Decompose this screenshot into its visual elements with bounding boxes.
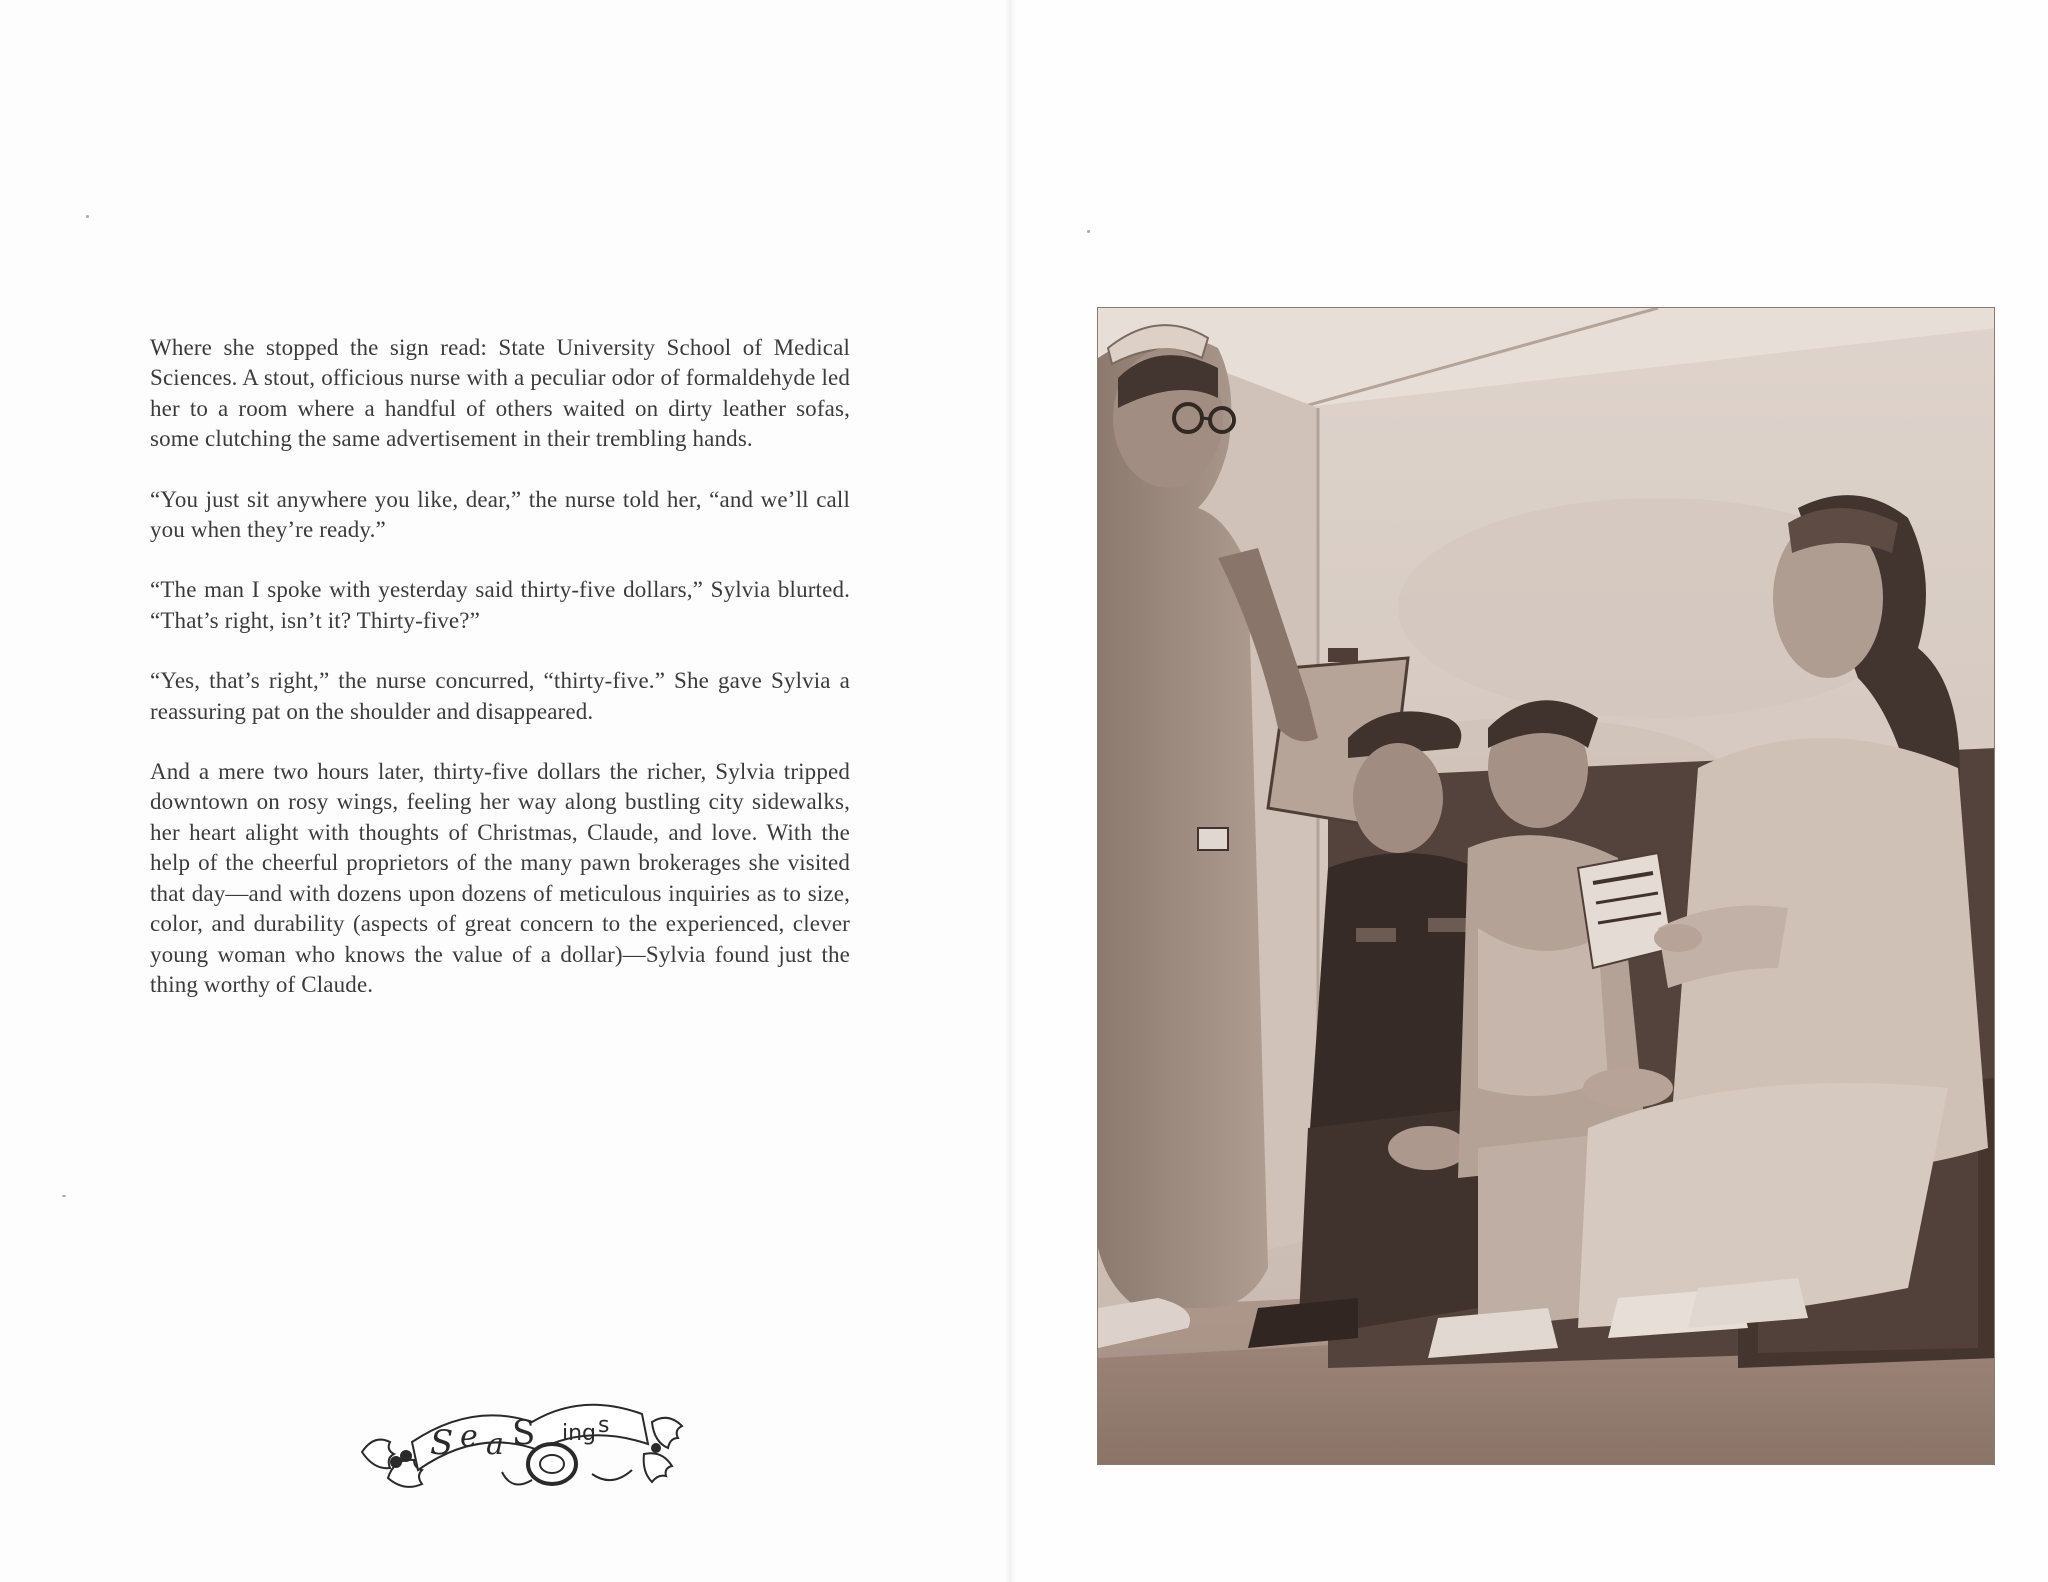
- svg-text:e: e: [460, 1419, 478, 1454]
- paragraph-3: “The man I spoke with yesterday said thirty-five dollars,” Sylvia blurted. “That’s right, isn’t it? Thirty-five?”: [150, 577, 850, 633]
- svg-text:S: S: [430, 1423, 454, 1463]
- svg-text:s: s: [598, 1413, 610, 1438]
- paper-speck: [62, 1195, 66, 1197]
- paragraph-1: Where she stopped the sign read: State University School of Medical Sciences. A stout, officious nurse with a peculiar odor of formaldehyde led her to a room where a handful of others waited on dirty leather sofas, some clutching the same advertisement in their trembling hands.: [150, 335, 850, 452]
- story-text: [150, 333, 850, 1030]
- paragraph-5: And a mere two hours later, thirty-five dollars the richer, Sylvia tripped downtown on rosy wings, feeling her way along bustling city sidewalks, her heart alight with thoughts of Christmas, Claude, and love. With the help of the cheerful proprietors of the many pawn brokerages she visited that day—and with dozens upon dozens of meticulous inquiries as to size, color, and durability (aspects of great concern to the experienced, clever young woman who knows the value of a dollar)—Sylvia found just the thing worthy of Claude.: [150, 759, 850, 997]
- paper-speck: [1087, 230, 1090, 233]
- left-page: [0, 0, 1010, 1582]
- paragraph-4: “Yes, that’s right,” the nurse concurred, “thirty-five.” She gave Sylvia a reassuring pat on the shoulder and disappeared.: [150, 668, 850, 724]
- waiting-room-illustration: [1097, 307, 1995, 1465]
- book-gutter: [1005, 0, 1015, 1582]
- svg-text:a: a: [486, 1427, 504, 1462]
- holly-ornament-icon: [352, 1382, 692, 1502]
- paper-speck: [86, 215, 89, 218]
- svg-text:S: S: [512, 1413, 536, 1453]
- paragraph-2: “You just sit anywhere you like, dear,” the nurse told her, “and we’ll call you when they’re ready.”: [150, 486, 850, 543]
- svg-text:ing: ing: [562, 1421, 597, 1446]
